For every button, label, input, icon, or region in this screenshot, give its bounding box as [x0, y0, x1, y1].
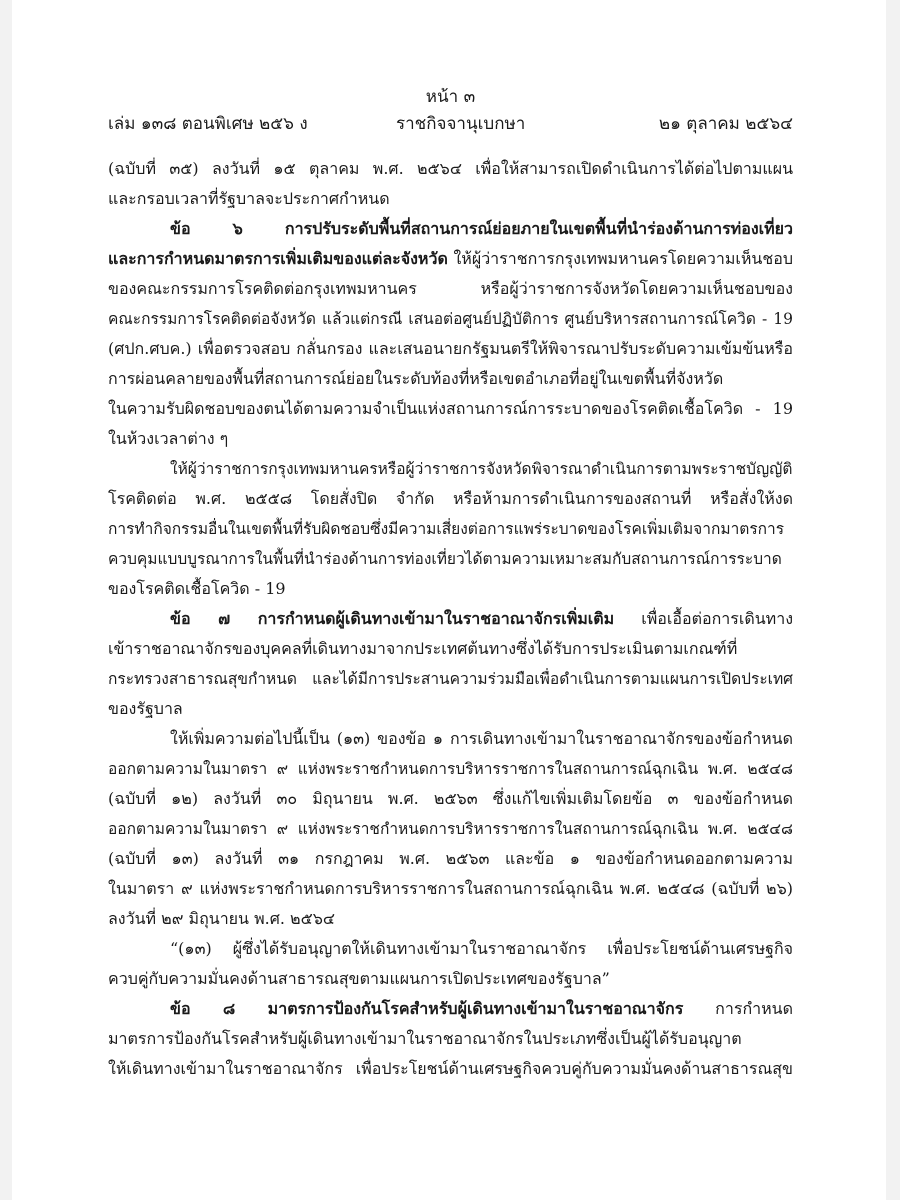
publication-date: ๒๑ ตุลาคม ๒๕๖๔ [658, 114, 793, 134]
section-heading: ข้อ ๖ การปรับระดับพื้นที่สถานการณ์ย่อยภายในเขตพื้นที่นำร่องด้านการท่องเที่ยว [170, 219, 793, 238]
quoted-text-line: “(๑๓) ผู้ซึ่งได้รับอนุญาตให้เดินทางเข้ามาในราชอาณาจักร เพื่อประโยชน์ด้านเศรษฐกิจ [170, 939, 793, 958]
text-line: ในความรับผิดชอบของตนได้ตามความจำเป็นแห่งสถานการณ์การระบาดของโรคติดเชื้อโควิด - 19 [108, 399, 793, 418]
text-span: ให้ผู้ว่าราชการกรุงเทพมหานครโดยความเห็นชอบ [447, 249, 793, 268]
text-line: (ฉบับที่ ๑๓) ลงวันที่ ๓๑ กรกฎาคม พ.ศ. ๒๕๖๓ และข้อ ๑ ของข้อกำหนดออกตามความ [108, 849, 793, 868]
text-line: ของรัฐบาล [108, 699, 183, 718]
text-line: ออกตามความในมาตรา ๙ แห่งพระราชกำหนดการบริหารราชการในสถานการณ์ฉุกเฉิน พ.ศ. ๒๕๔๘ [108, 760, 793, 778]
section-heading: ข้อ ๘ มาตรการป้องกันโรคสำหรับผู้เดินทางเข้ามาในราชอาณาจักร [170, 999, 684, 1018]
text-line: (ศปก.ศบค.) เพื่อตรวจสอบ กลั่นกรอง และเสนอนายกรัฐมนตรีให้พิจารณาปรับระดับความเข้มข้นหรือ [108, 339, 793, 358]
text-line: เข้าราชอาณาจักรของบุคคลที่เดินทางมาจากประเทศต้นทางซึ่งได้รับการประเมินตามเกณฑ์ที่ [108, 639, 738, 658]
text-line [108, 244, 793, 274]
left-page-edge [0, 0, 12, 1200]
section-6-heading [108, 214, 793, 244]
quoted-text-line: ควบคู่กับความมั่นคงด้านสาธารณสุขตามแผนการเปิดประเทศของรัฐบาล” [108, 969, 610, 988]
text-line: และกรอบเวลาที่รัฐบาลจะประกาศกำหนด [108, 189, 390, 208]
volume-info: เล่ม ๑๓๘ ตอนพิเศษ ๒๕๖ ง [108, 114, 308, 134]
section-heading: ข้อ ๗ การกำหนดผู้เดินทางเข้ามาในราชอาณาจักรเพิ่มเติม [170, 609, 615, 628]
text-line: การผ่อนคลายของพื้นที่สถานการณ์ย่อยในระดับท้องที่หรือเขตอำเภอที่อยู่ในเขตพื้นที่จังหวัด [108, 369, 724, 388]
text-line: ลงวันที่ ๒๙ มิถุนายน พ.ศ. ๒๕๖๔ [108, 909, 335, 928]
text-line: ของคณะกรรมการโรคติดต่อกรุงเทพมหานคร หรือผู้ว่าราชการจังหวัดโดยความเห็นชอบของ [108, 279, 793, 298]
text-line: มาตรการป้องกันโรคสำหรับผู้เดินทางเข้ามาในราชอาณาจักรในประเภทซึ่งเป็นผู้ได้รับอนุญาต [108, 1029, 742, 1048]
gazette-title: ราชกิจจานุเบกษา [396, 114, 526, 134]
document-body [108, 154, 793, 1084]
text-line: ให้เดินทางเข้ามาในราชอาณาจักร เพื่อประโยชน์ด้านเศรษฐกิจควบคู่กับความมั่นคงด้านสาธารณสุข [108, 1059, 793, 1078]
page-number: หน้า ๓ [425, 87, 476, 107]
section-heading: และการกำหนดมาตรการเพิ่มเติมของแต่ละจังหวัด [108, 249, 448, 268]
section-7-heading [108, 604, 793, 634]
text-line: การทำกิจกรรมอื่นในเขตพื้นที่รับผิดชอบซึ่งมีความเสี่ยงต่อการแพร่ระบาดของโรคเพิ่มเติมจากมาตรการ [108, 520, 785, 538]
text-line: (ฉบับที่ ๑๒) ลงวันที่ ๓๐ มิถุนายน พ.ศ. ๒๕๖๓ ซึ่งแก้ไขเพิ่มเติมโดยข้อ ๓ ของข้อกำหนด [108, 789, 793, 808]
text-line: ควบคุมแบบบูรณาการในพื้นที่นำร่องด้านการท่องเที่ยวได้ตามความเหมาะสมกับสถานการณ์การระบาด [108, 550, 782, 568]
text-line: (ฉบับที่ ๓๕) ลงวันที่ ๑๕ ตุลาคม พ.ศ. ๒๕๖๔ เพื่อให้สามารถเปิดดำเนินการได้ต่อไปตามแผน [108, 159, 793, 178]
text-line: ให้เพิ่มความต่อไปนี้เป็น (๑๓) ของข้อ ๑ การเดินทางเข้ามาในราชอาณาจักรของข้อกำหนด [170, 729, 793, 748]
text-line: โรคติดต่อ พ.ศ. ๒๕๕๘ โดยสั่งปิด จำกัด หรือห้ามการดำเนินการของสถานที่ หรือสั่งให้งด [108, 489, 793, 508]
text-line: คณะกรรมการโรคติดต่อจังหวัด แล้วแต่กรณี เสนอต่อศูนย์ปฏิบัติการ ศูนย์บริหารสถานการณ์โควิด - 19 [108, 310, 793, 328]
right-page-edge [886, 0, 900, 1200]
text-line: กระทรวงสาธารณสุขกำหนด และได้มีการประสานความร่วมมือเพื่อดำเนินการตามแผนการเปิดประเทศ [108, 670, 793, 688]
gazette-header [108, 110, 793, 138]
text-line: ให้ผู้ว่าราชการกรุงเทพมหานครหรือผู้ว่าราชการจังหวัดพิจารณาดำเนินการตามพระราชบัญญัติ [170, 460, 793, 478]
gazette-page [108, 86, 793, 1084]
text-line: ในมาตรา ๙ แห่งพระราชกำหนดการบริหารราชการในสถานการณ์ฉุกเฉิน พ.ศ. ๒๕๔๘ (ฉบับที่ ๒๖) [108, 879, 793, 898]
text-line: ออกตามความในมาตรา ๙ แห่งพระราชกำหนดการบริหารราชการในสถานการณ์ฉุกเฉิน พ.ศ. ๒๕๔๘ [108, 820, 793, 838]
section-8-heading [108, 994, 793, 1024]
text-span: การกำหนด [683, 999, 793, 1018]
text-span: เพื่อเอื้อต่อการเดินทาง [614, 609, 793, 628]
text-line: ในห้วงเวลาต่าง ๆ [108, 429, 229, 448]
text-line: ของโรคติดเชื้อโควิด - 19 [108, 579, 286, 598]
